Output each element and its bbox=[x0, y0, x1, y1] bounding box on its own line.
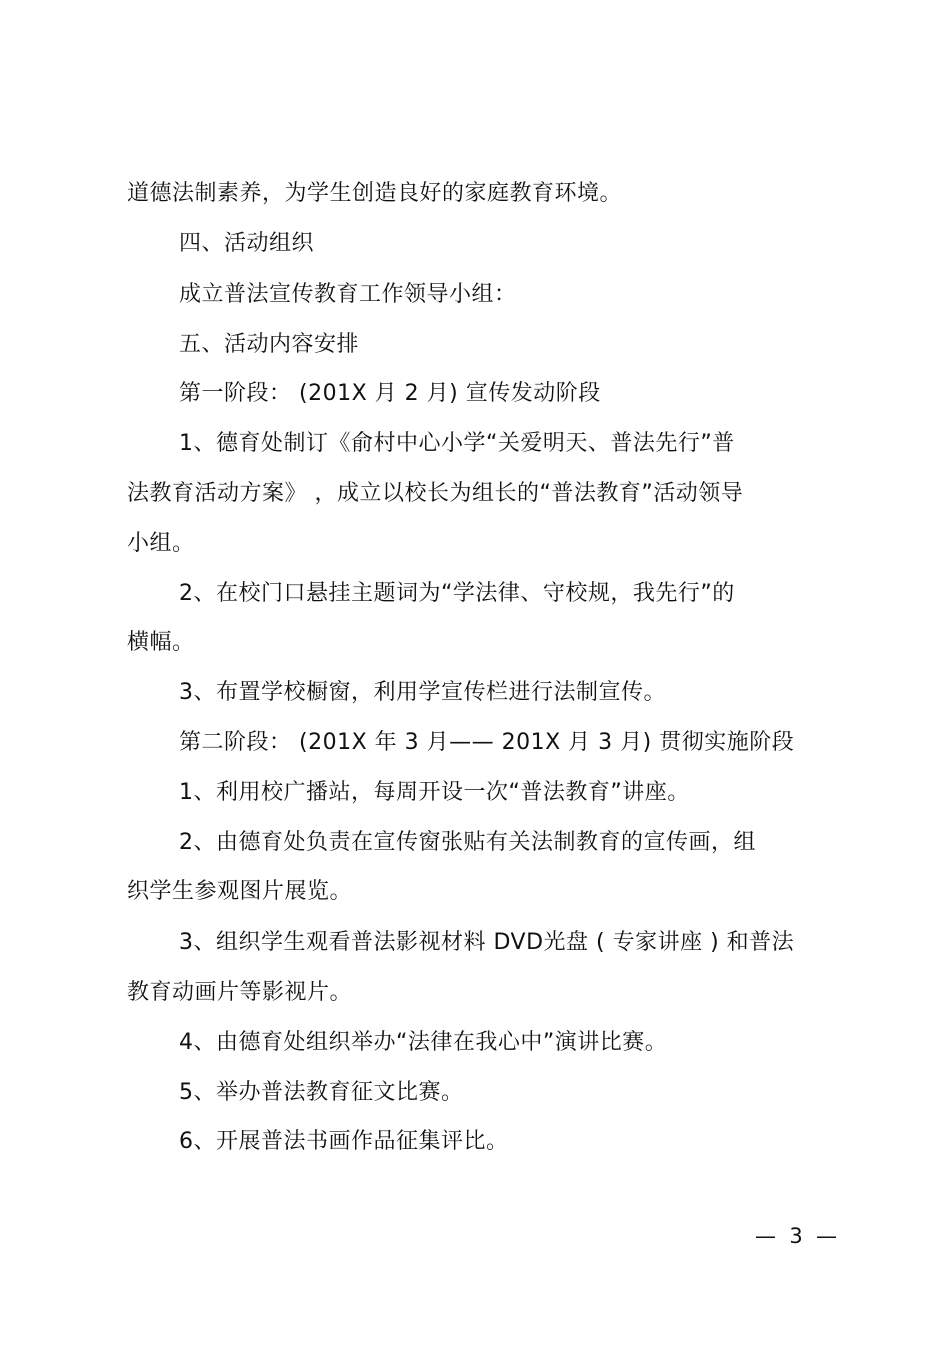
list-item-text: 4、由德育处组织举办“法律在我心中”演讲比赛。 bbox=[179, 1030, 668, 1055]
list-item-text: 6、开展普法书画作品征集评比。 bbox=[179, 1129, 509, 1154]
list-item-text: 2、在校门口悬挂主题词为“学法律、守校规，我先行”的 bbox=[179, 581, 735, 606]
section-heading-content: 五、活动内容安排 bbox=[179, 332, 360, 357]
stage-two-heading: 第二阶段： (201X 年 3 月—— 201X 月 3 月) 贯彻实施阶段 bbox=[179, 730, 795, 755]
list-item-text: 3、布置学校橱窗，利用学宣传栏进行法制宣传。 bbox=[179, 680, 666, 705]
list-item-text: 横幅。 bbox=[127, 630, 195, 655]
list-item-text: 1、利用校广播站，每周开设一次“普法教育”讲座。 bbox=[179, 780, 690, 805]
list-item-text: 织学生参观图片展览。 bbox=[127, 879, 353, 904]
paragraph-continuation: 道德法制素养，为学生创造良好的家庭教育环境。 bbox=[127, 181, 623, 206]
list-item-text: 2、由德育处负责在宣传窗张贴有关法制教育的宣传画，组 bbox=[179, 830, 756, 855]
list-item-text: 教育动画片等影视片。 bbox=[127, 980, 353, 1005]
list-item-text: 5、举办普法教育征文比赛。 bbox=[179, 1080, 464, 1105]
page-number: — 3 — bbox=[755, 1224, 838, 1248]
list-item-text: 1、德育处制订《俞村中心小学“关爱明天、普法先行”普 bbox=[179, 431, 735, 456]
section-heading-organization: 四、活动组织 bbox=[179, 231, 315, 256]
paragraph-leadership-group: 成立普法宣传教育工作领导小组： bbox=[179, 282, 517, 307]
list-item-text: 3、组织学生观看普法影视材料 DVD光盘 ( 专家讲座 ) 和普法 bbox=[179, 930, 795, 955]
stage-one-heading: 第一阶段： (201X 月 2 月) 宣传发动阶段 bbox=[179, 381, 601, 406]
list-item-text: 小组。 bbox=[127, 531, 195, 556]
list-item-text: 法教育活动方案》 ，成立以校长为组长的“普法教育”活动领导 bbox=[127, 481, 744, 506]
